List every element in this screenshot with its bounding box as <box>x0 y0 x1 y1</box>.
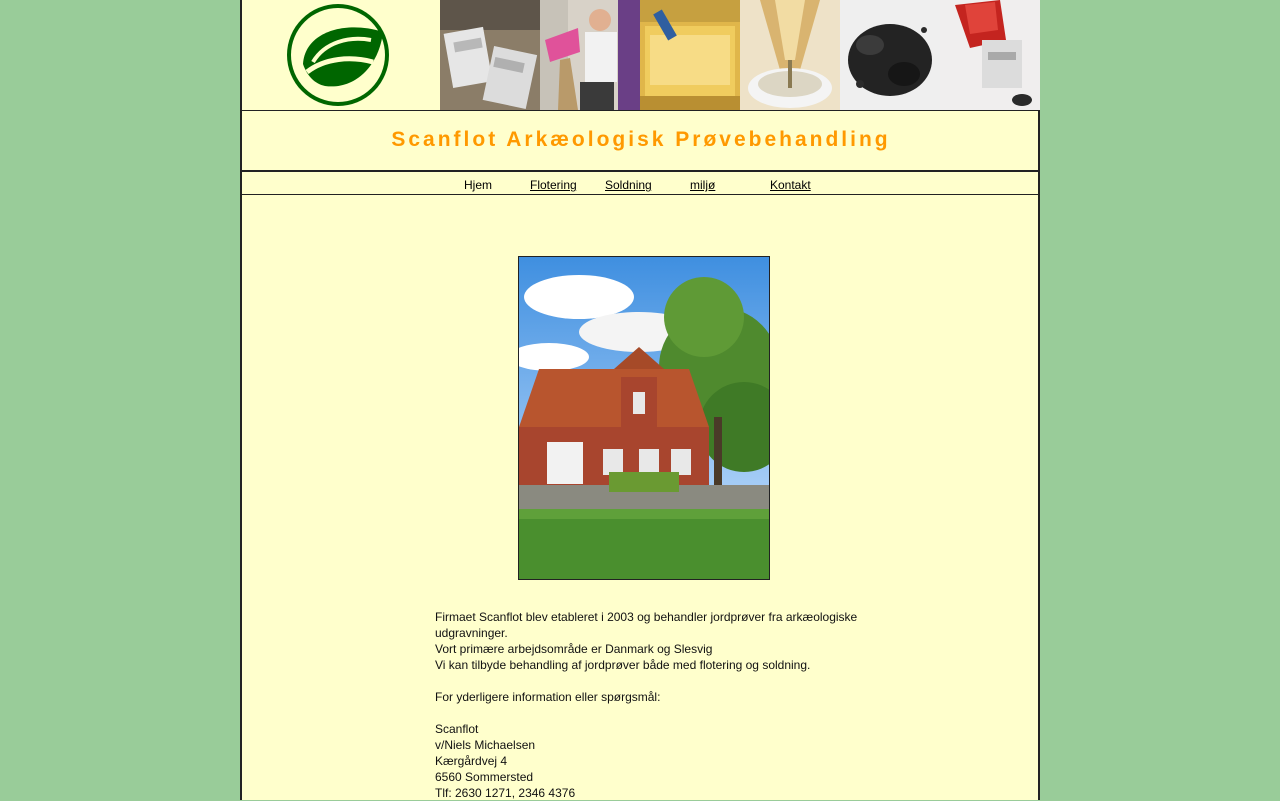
nav-item-miljo[interactable]: miljø <box>690 178 716 192</box>
red-bag-sample-photo <box>940 0 1040 110</box>
contact-city: 6560 Sommersted <box>435 770 534 784</box>
intro-text <box>435 609 875 801</box>
nav-divider <box>242 194 1040 195</box>
farmhouse-photo <box>518 256 770 580</box>
contact-company: Scanflot <box>435 722 479 736</box>
flotation-tank-photo <box>640 0 740 110</box>
logo-cell <box>242 0 440 110</box>
photo-strip <box>440 0 1040 110</box>
worker-pouring-bucket-photo <box>540 0 640 110</box>
nav-item-hjem[interactable]: Hjem <box>464 178 493 192</box>
header <box>242 0 1040 110</box>
dried-residue-photo <box>840 0 940 110</box>
header-divider <box>242 110 1040 111</box>
nav-item-flotering[interactable]: Flotering <box>530 178 577 192</box>
intro-line-1: Firmaet Scanflot blev etableret i 2003 og behandler jordprøver fra arkæologiske udgravninger. <box>435 610 858 640</box>
intro-line-3: Vi kan tilbyde behandling af jordprøver både med flotering og soldning. <box>435 658 811 672</box>
intro-line-2: Vort primære arbejdsområde er Danmark og Slesvig <box>435 642 713 656</box>
contact-street: Kærgårdvej 4 <box>435 754 508 768</box>
main-nav <box>242 172 1040 194</box>
page-container <box>240 0 1040 800</box>
sieve-funnel-photo <box>740 0 840 110</box>
contact-person: v/Niels Michaelsen <box>435 738 536 752</box>
contact-phone: Tlf: 2630 1271, 2346 4376 <box>435 786 576 800</box>
sample-bags-photo <box>440 0 540 110</box>
leaf-logo-icon <box>285 2 391 108</box>
page-title: Scanflot Arkæologisk Prøvebehandling <box>391 128 891 151</box>
contact-prompt: For yderligere information eller spørgsmål: <box>435 690 661 704</box>
nav-item-soldning[interactable]: Soldning <box>605 178 652 192</box>
nav-item-kontakt[interactable]: Kontakt <box>770 178 811 192</box>
